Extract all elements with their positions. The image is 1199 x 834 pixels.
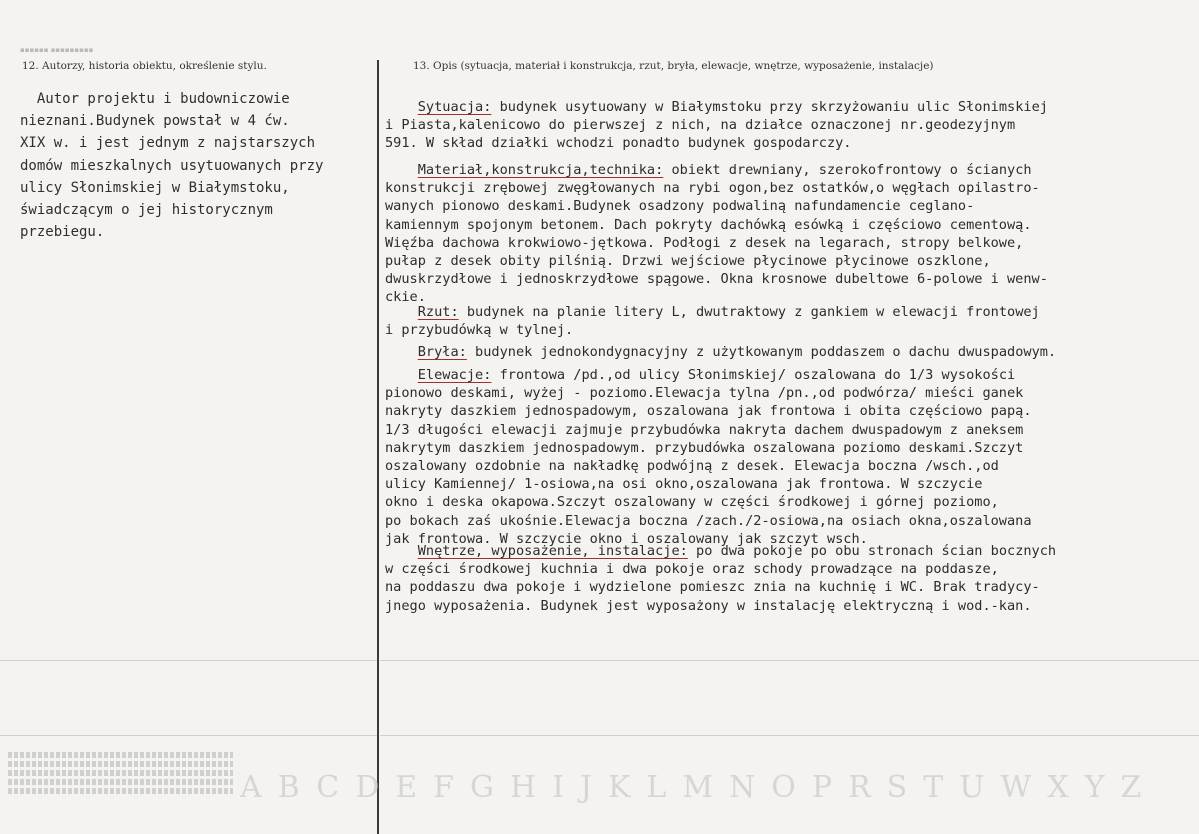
section-label: Elewacje: [417,367,492,383]
section-bryla [385,343,1199,361]
section-text: budynek na planie litery L, dwutraktowy z gankiem w elewacji frontowej i przybudówką w tylnej. [385,304,1040,339]
faint-print: ▪▪▪▪▪▪ ▪▪▪▪▪▪▪▪▪ [20,46,94,54]
left-column-header: 12. Autorzy, historia obiektu, określenie stylu. [22,60,267,72]
column-divider [377,60,379,834]
section-sytuacja [385,98,1199,153]
faint-letter-strip: ABCDEFGHIJKLMNOPRSTUWXYZ [240,770,1158,805]
section-text: po dwa pokoje po obu stronach ścian bocznych w części środkowej kuchnia i dwa pokoje oraz schody prowadzące na poddasze, na poddaszu dwa pokoje i wydzielone pomieszc znia na kuchnię i WC. Brak tradycy- jnego wyposażenia. Budynek jest wyposażony w instalację elektryczną i wod.-kan. [385,543,1057,614]
section-label: Wnętrze, wyposażenie, instalacje: [417,543,688,559]
section-text: obiekt drewniany, szerokofrontowy o ścianych konstrukcji zrębowej zwęgłowanych na rybi ogon,bez ostatków,o węgłach opilastro- wanych pionowo deskami.Budynek osadzony podwaliną nafundamencie ceglano- kamiennym spojonym betonem. Dach pokryty dachówką esówką i częściowo cementową. Więźba dachowa krokwiowo-jętkowa. Podłogi z desek na legarach, stropy belkowe, pułap z desek obity pilśnią. Drzwi wejściowe płycinowe płycinowe oszklone, dwuskrzydłowe i jednoskrzydłowe spągowe. Okna krosnowe dubeltowe 6-polowe i wenw- ckie. [385,162,1048,306]
author-history-text: Autor projektu i budowniczowie nieznani.Budynek powstał w 4 ćw. XIX w. i jest jednym z najstarszych domów mieszkalnych usytuowanych przy ulicy Słonimskiej w Białymstoku, świadczącym o jej historycznym przebiegu. [20,91,324,241]
section-text: budynek jednokondygnacyjny z użytkowanym poddaszem o dachu dwuspadowym. [466,344,1057,360]
section-text: budynek usytuowany w Białymstoku przy skrzyżowaniu ulic Słonimskiej i Piasta,kalenicowo do pierwszej z nich, na działce oznaczonej nr.geodezyjnym 591. W skład działki wchodzi ponadto budynek gospodarczy. [385,99,1048,152]
section-text: frontowa /pd.,od ulicy Słonimskiej/ oszalowana do 1/3 wysokości pionowo deskami, wyżej - poziomo.Elewacja tylna /pn.,od podwórza/ mieści ganek nakryty daszkiem jednospadowym, oszalowana jak frontowa i obita częściowo papą. 1/3 długości elewacji zajmuje przybudówka nakryta dachem dwuspadowym z aneksem nakrytym daszkiem jednospadowym. przybudówka oszalowana poziomo deskami.Szczyt oszalowany ozdobnie na nakładkę podwójną z desek. Elewacja boczna /wsch.,od ulicy Kamiennej/ 1-osiowa,na osi okno,oszalowana jak frontowa. W szczycie okno i deska okapowa.Szczyt oszalowany w części środkowej i górnej poziomo, po bokach zaś ukośnie.Elewacja boczna /zach./2-osiowa,na osiach okna,oszalowana jak frontowa. W szczycie okno i oszalowany jak szczyt wsch. [385,367,1032,547]
faint-form-line [0,735,377,736]
section-elewacje [385,366,1199,548]
section-label: Rzut: [417,304,459,320]
section-label: Bryła: [417,344,467,360]
section-label: Materiał,konstrukcja,technika: [417,162,664,178]
faint-form-line [380,660,1199,661]
section-rzut [385,303,1199,339]
faint-form-line [380,735,1199,736]
section-material [385,161,1199,307]
faint-stamp [8,752,233,797]
section-label: Sytuacja: [417,99,492,115]
section-wnetrze [385,542,1199,615]
right-column-header: 13. Opis (sytuacja, materiał i konstrukcja, rzut, bryła, elewacje, wnętrze, wyposażenie, instalacje) [413,60,934,72]
faint-form-line [0,660,377,661]
